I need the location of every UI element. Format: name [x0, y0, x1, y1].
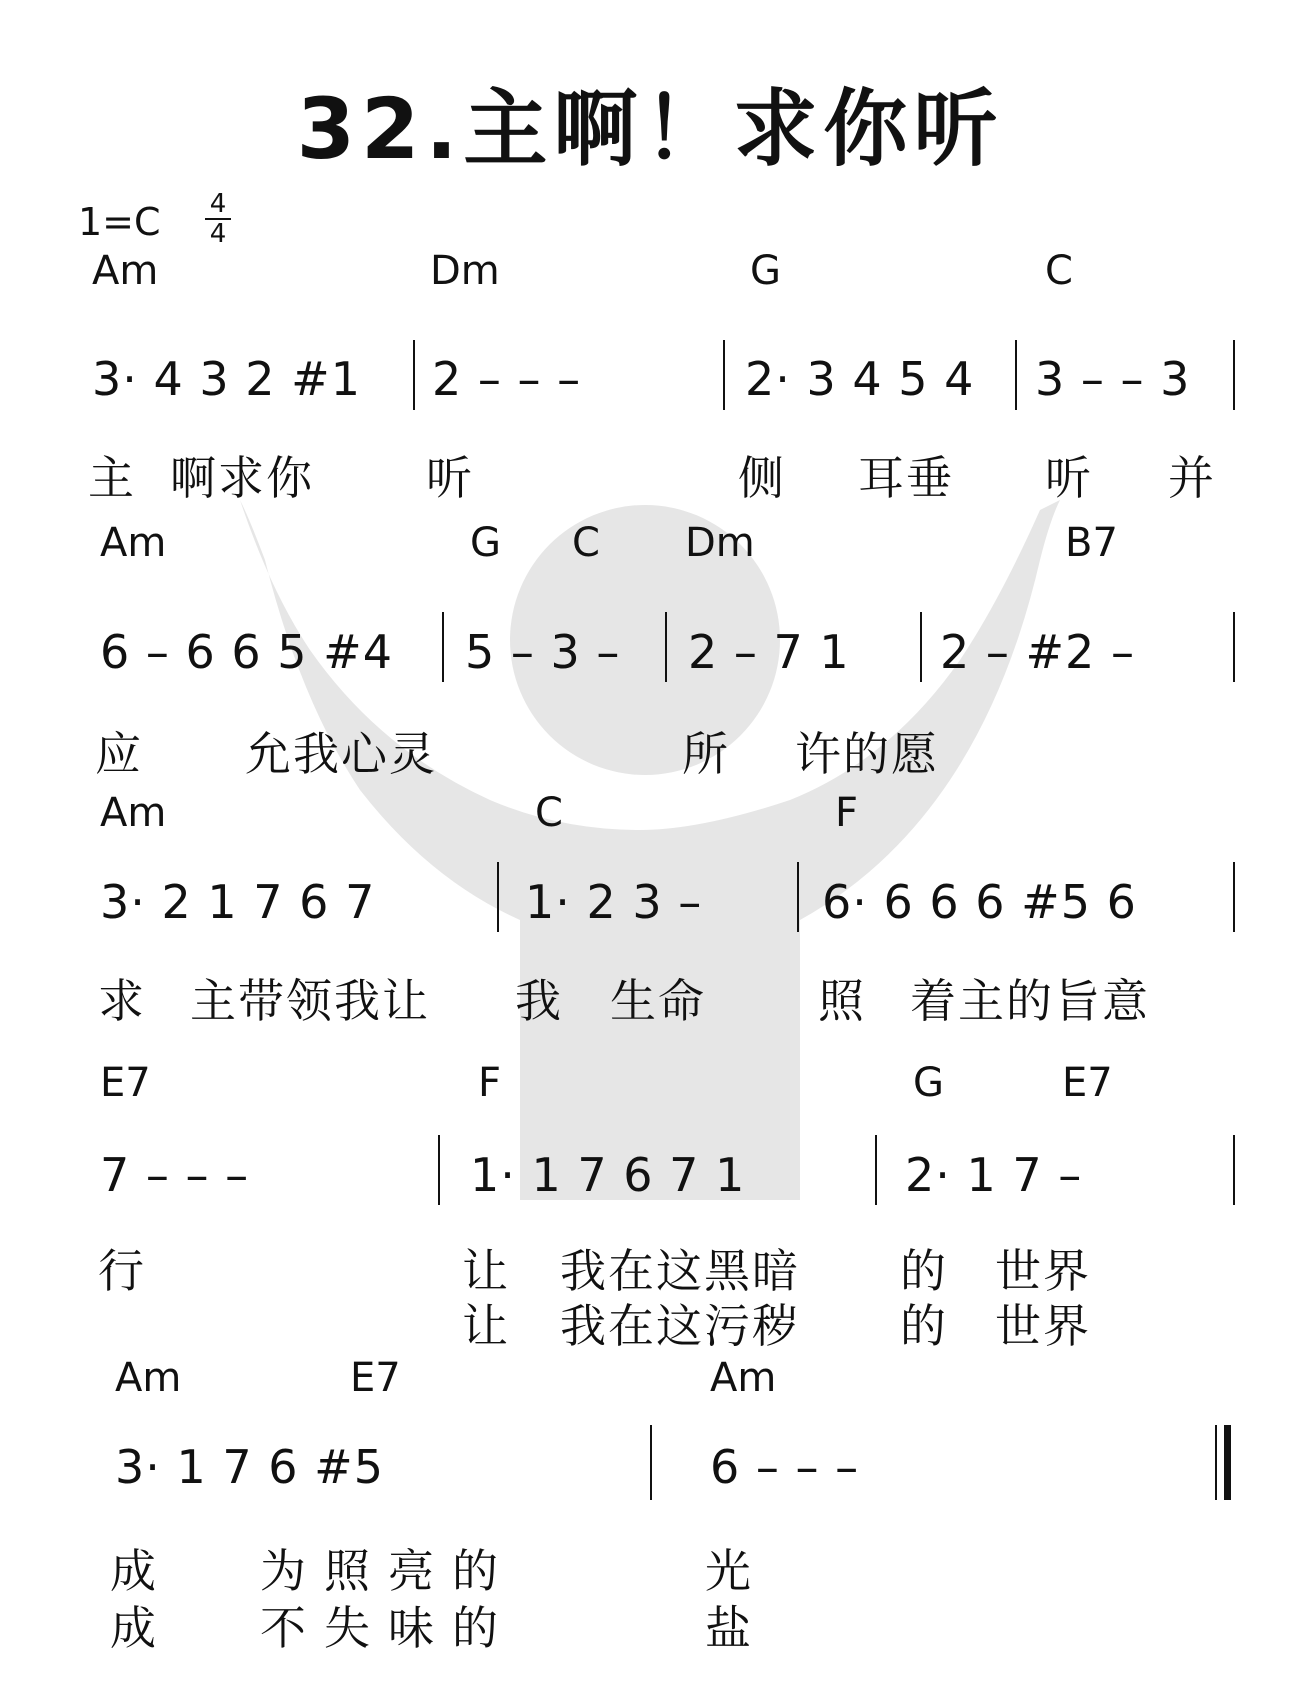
measure-notes: 3 – – 3 — [1035, 352, 1191, 406]
chord-symbol: C — [572, 520, 600, 566]
bar-line — [723, 340, 725, 410]
lyric-text: 主 — [88, 451, 136, 505]
lyric-text: 盐 — [705, 1601, 753, 1655]
measure-notes: 1· 1 7 6 7 1 — [470, 1148, 746, 1202]
chord-symbol: F — [478, 1060, 502, 1106]
measure-notes: 6· 6 6 6 #5 6 — [822, 875, 1137, 929]
lyric-text: 侧 — [738, 451, 786, 505]
measure-notes: 3· 2 1 7 6 7 — [100, 875, 376, 929]
measure-notes: 2 – 7 1 — [688, 625, 850, 679]
lyric-text: 啊求你 — [170, 451, 314, 505]
time-signature-denominator: 4 — [209, 219, 227, 249]
measure-notes: 2 – – – — [432, 352, 582, 406]
lyric-text: 许的愿 — [795, 727, 939, 781]
measure-notes: 2 – #2 – — [940, 625, 1135, 679]
lyric-text: 允我心灵 — [245, 727, 437, 781]
key-signature: 1=C — [78, 200, 161, 244]
chord-symbol: Dm — [430, 248, 500, 294]
bar-line — [497, 862, 499, 932]
chord-symbol: Am — [115, 1355, 182, 1401]
lyric-text: 耳垂 — [858, 451, 954, 505]
bar-line — [1233, 340, 1235, 410]
lyric-text: 成 — [110, 1544, 158, 1598]
final-bar-thick — [1224, 1425, 1231, 1500]
page-title: 32.主啊！求你听 — [296, 80, 1004, 178]
measure-notes: 1· 2 3 – — [525, 875, 703, 929]
chord-symbol: E7 — [1062, 1060, 1113, 1106]
bar-line — [1233, 612, 1235, 682]
chord-symbol: G — [913, 1060, 944, 1106]
chord-symbol: B7 — [1065, 520, 1118, 566]
chord-symbol: Dm — [685, 520, 755, 566]
time-signature-numerator: 4 — [205, 190, 231, 220]
lyric-text: 求 — [98, 974, 146, 1028]
measure-notes: 6 – 6 6 5 #4 — [100, 625, 393, 679]
measure-notes: 3· 1 7 6 #5 — [115, 1440, 384, 1494]
lyric-text: 光 — [705, 1544, 753, 1598]
lyric-text: 世界 — [995, 1299, 1091, 1353]
measure-notes: 5 – 3 – — [465, 625, 621, 679]
measure-notes: 2· 3 4 5 4 — [745, 352, 975, 406]
bar-line — [665, 612, 667, 682]
lyric-text: 并 — [1168, 451, 1216, 505]
lyric-text: 应 — [95, 727, 143, 781]
lyric-text: 为照亮的 — [260, 1544, 516, 1598]
chord-symbol: Am — [100, 520, 167, 566]
bar-line — [1233, 862, 1235, 932]
measure-notes: 6 – – – — [710, 1440, 860, 1494]
bar-line — [1233, 1135, 1235, 1205]
chord-symbol: Am — [710, 1355, 777, 1401]
measure-notes: 2· 1 7 – — [905, 1148, 1083, 1202]
lyric-text: 的 — [900, 1244, 948, 1298]
lyric-text: 让 — [462, 1244, 510, 1298]
lyric-text: 着主的旨意 — [910, 974, 1150, 1028]
lyric-text: 成 — [110, 1601, 158, 1655]
lyric-text: 照 — [818, 974, 866, 1028]
lyric-text: 生命 — [610, 974, 706, 1028]
chord-symbol: C — [1045, 248, 1073, 294]
chord-symbol: F — [835, 790, 859, 836]
measure-notes: 7 – – – — [100, 1148, 250, 1202]
chord-symbol: G — [470, 520, 501, 566]
chord-symbol: E7 — [350, 1355, 401, 1401]
lyric-text: 听 — [426, 451, 474, 505]
lyric-text: 不失味的 — [260, 1601, 516, 1655]
bar-line — [442, 612, 444, 682]
lyric-text: 我 — [515, 974, 563, 1028]
chord-symbol: G — [750, 248, 781, 294]
lyric-text: 让 — [462, 1299, 510, 1353]
chord-symbol: Am — [92, 248, 159, 294]
lyric-text: 的 — [900, 1299, 948, 1353]
time-signature — [205, 190, 231, 248]
bar-line — [413, 340, 415, 410]
bar-line — [650, 1425, 652, 1500]
chord-symbol: C — [535, 790, 563, 836]
bar-line — [1015, 340, 1017, 410]
lyric-text: 主带领我让 — [190, 974, 430, 1028]
lyric-text: 听 — [1045, 451, 1093, 505]
bar-line — [920, 612, 922, 682]
chord-symbol: E7 — [100, 1060, 151, 1106]
measure-notes: 3· 4 3 2 #1 — [92, 352, 361, 406]
chord-symbol: Am — [100, 790, 167, 836]
final-bar-thin — [1215, 1425, 1217, 1500]
lyric-text: 我在这黑暗 — [560, 1244, 800, 1298]
bar-line — [438, 1135, 440, 1205]
lyric-text: 行 — [98, 1244, 146, 1298]
bar-line — [797, 862, 799, 932]
lyric-text: 世界 — [995, 1244, 1091, 1298]
bar-line — [875, 1135, 877, 1205]
lyric-text: 我在这污秽 — [560, 1299, 800, 1353]
lyric-text: 所 — [682, 727, 730, 781]
